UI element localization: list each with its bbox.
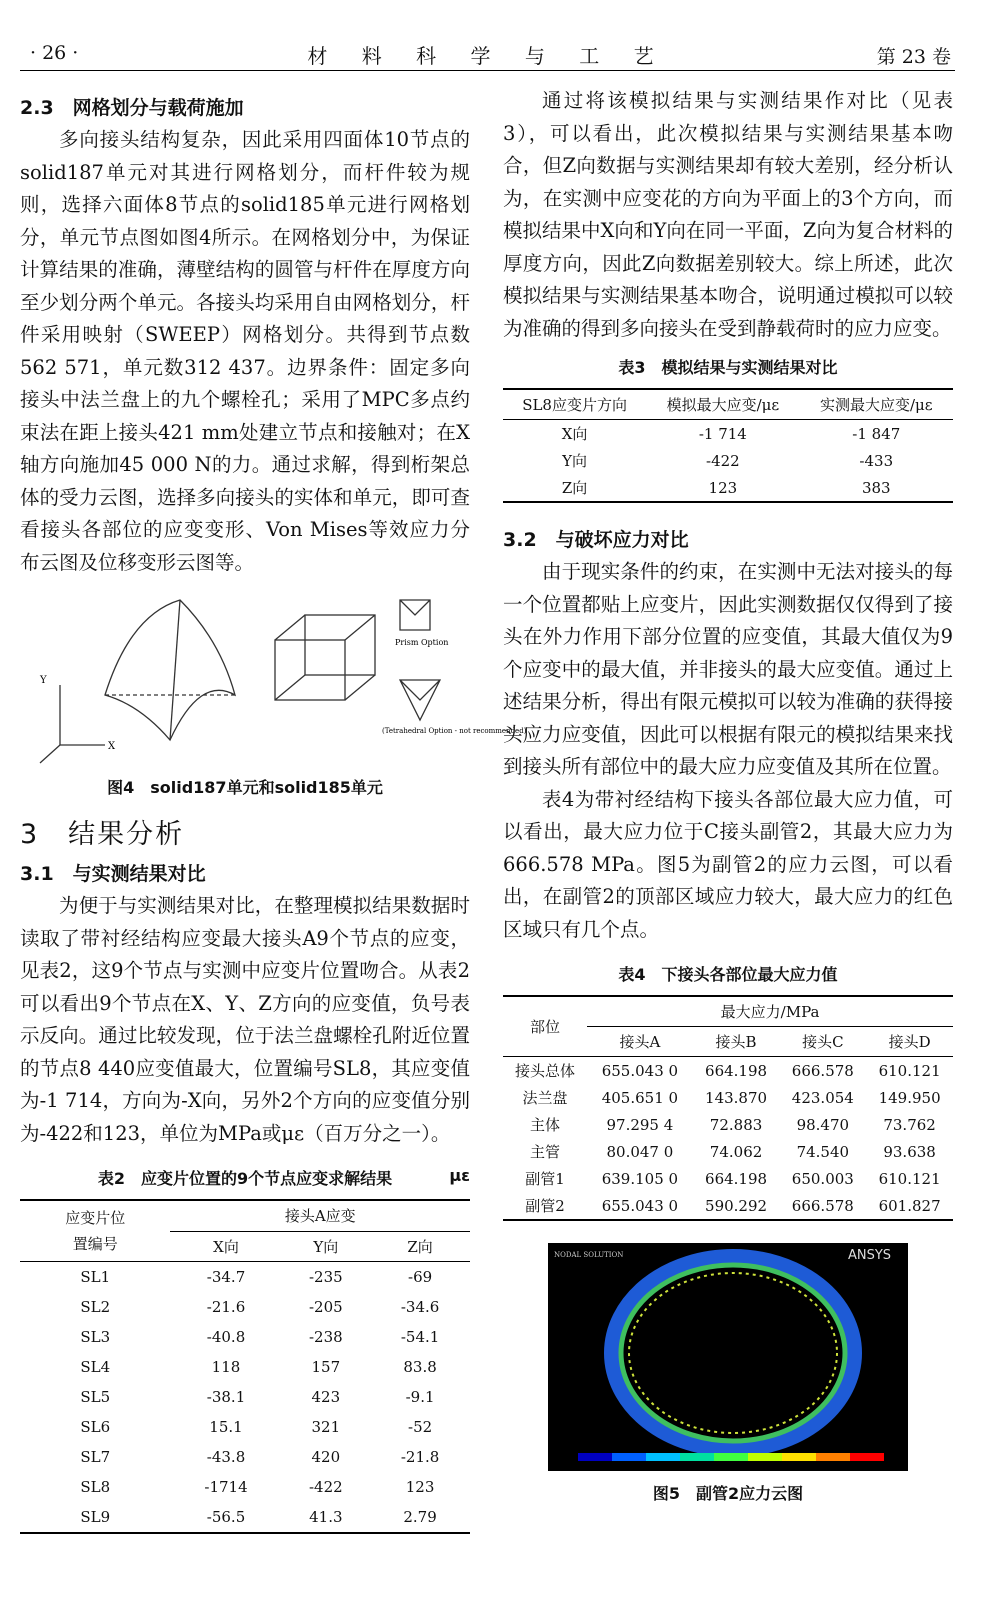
table-3 [503,388,953,503]
th-pos-1: 应变片位 [65,1209,126,1227]
table4-cell: 接头总体 [515,1062,576,1080]
table2-cell: -21.8 [400,1448,440,1466]
table2-cell: 321 [311,1418,341,1436]
section-3-title: 3 结果分析 [20,819,185,850]
table3-cell: X向 [561,425,588,443]
section-3-1-title: 3.1 与实测结果对比 [20,863,206,885]
axis-y: Y [40,675,47,686]
table4-cell: 666.578 [791,1061,854,1080]
table4-cell: 423.054 [791,1088,854,1107]
figure-5-caption: 图5 副管2应力云图 [652,1484,804,1503]
table4-cell: 610.121 [878,1061,941,1080]
table4-cell: 590.292 [705,1196,768,1215]
table2-cell: -422 [308,1478,343,1496]
table2-row [20,1382,470,1412]
table3-cell: -422 [706,451,740,470]
table4-cell: 72.883 [709,1115,763,1134]
table4-cell: 副管1 [525,1170,565,1188]
axis-x: X [108,741,116,752]
running-header [20,36,955,71]
table2-cell: -1714 [204,1478,248,1496]
table4-cell: 601.827 [878,1196,941,1215]
figure-4 [20,585,527,765]
table2-cell: -52 [408,1418,433,1436]
table4-cell: 主管 [530,1143,561,1161]
journal-name: 材 料 科 学 与 工 艺 [307,44,668,68]
table4-cell: 664.198 [705,1061,768,1080]
table3-cell: Z向 [561,479,588,497]
table4-row [503,1192,953,1220]
table2-cell: -56.5 [206,1508,246,1526]
table4-cell: 97.295 4 [606,1115,674,1134]
th4-b: 接头B [693,1027,780,1057]
th-x: X向 [170,1231,281,1262]
table4-cell: 610.121 [878,1169,941,1188]
table2-row [20,1412,470,1442]
th-y: Y向 [282,1231,371,1262]
table2-cell: -34.6 [400,1298,440,1316]
table4-cell: 74.062 [709,1142,763,1161]
table2-cell: 118 [211,1358,241,1376]
table2-row [20,1262,470,1293]
table4-cell: 655.043 0 [601,1196,679,1215]
table-2 [20,1199,470,1534]
table4-row [503,1165,953,1192]
table2-cell: -21.6 [206,1298,246,1316]
table2-cell: -235 [308,1268,343,1286]
table4-row [503,1057,953,1085]
table2-cell: SL7 [80,1448,111,1466]
table2-cell: -34.7 [206,1268,246,1286]
table4-cell: 93.638 [883,1142,936,1161]
table4-cell: 143.870 [705,1088,768,1107]
left-column [20,85,527,1534]
table2-cell: SL5 [80,1388,111,1406]
table2-cell: SL8 [80,1478,111,1496]
table4-cell: 98.470 [796,1115,850,1134]
table2-cell: -54.1 [400,1328,440,1346]
table2-row [20,1442,470,1472]
table2-cell: 41.3 [309,1508,343,1526]
th4-group: 最大应力/MPa [587,996,953,1027]
table2-cell: SL1 [80,1268,111,1286]
table4-cell: 666.578 [791,1196,854,1215]
table2-cell: -38.1 [206,1388,246,1406]
right-column [503,85,953,1514]
section-3-2-paragraph-2: 表4为带衬经结构下接头各部位最大应力值，可以看出，最大应力位于C接头副管2，其最大应力为666.578 MPa。图5为副管2的应力云图，可以看出，在副管2的顶部区域应力较大，最大应力的红色区域只有几个点。 [503,787,953,941]
prism-label: Prism Option [395,638,449,647]
table4-cell: 405.651 0 [601,1088,679,1107]
section-3-2-title: 3.2 与破坏应力对比 [503,529,689,551]
table2-cell: -9.1 [405,1388,435,1406]
table2-cell: 15.1 [209,1418,243,1436]
table-2-caption [20,1166,470,1189]
table2-cell: 420 [311,1448,341,1466]
table2-cell: -69 [408,1268,433,1286]
table3-cell: 123 [708,478,738,497]
table3-row [503,420,953,448]
table4-cell: 法兰盘 [522,1089,568,1107]
tet-label: (Tetrahedral Option - not recommended) [382,727,527,735]
table4-cell: 80.047 0 [606,1142,674,1161]
th3-direction: SL8应变片方向 [503,389,646,420]
table2-cell: 83.8 [403,1358,437,1376]
table2-row [20,1502,470,1533]
figure-5 [548,1243,908,1471]
table3-row [503,474,953,502]
section-2-3-title: 2.3 网格划分与载荷施加 [20,97,244,119]
th3-simulated: 模拟最大应变/με [646,389,799,420]
table4-cell: 副管2 [525,1197,565,1215]
table2-cell: SL2 [80,1298,111,1316]
th-group: 接头A应变 [170,1200,470,1231]
figure-4-caption: 图4 solid187单元和solid185单元 [107,778,383,797]
table2-cell: -43.8 [206,1448,246,1466]
table3-cell: -1 714 [698,424,747,443]
table-3-caption: 表3 模拟结果与实测结果对比 [618,358,838,377]
th4-d: 接头D [866,1027,953,1057]
table3-cell: -433 [859,451,894,470]
th4-c: 接头C [779,1027,866,1057]
th-z: Z向 [370,1231,470,1262]
th-pos-2: 置编号 [72,1235,118,1253]
section-3-2-paragraph-1: 由于现实条件的约束，在实测中无法对接头的每一个位置都贴上应变片，因此实测数据仅仅得到了接头在外力作用下部分位置的应变值，其最大值仅为9个应变中的最大值，并非接头的最大应变值。通过上述结果分析，得出有限元模拟可以较为准确的获得接头应力应变值，因此可以根据有限元的模拟结果来找到接头所有部位中的最大应力应变值及其所在位置。 [503,560,953,778]
table3-cell: 383 [861,478,891,497]
element-diagram [20,585,527,765]
table2-row [20,1352,470,1382]
table2-cell: -205 [308,1298,343,1316]
table-4-caption: 表4 下接头各部位最大应力值 [618,965,838,984]
table4-cell: 655.043 0 [601,1061,679,1080]
table3-cell: -1 847 [852,424,901,443]
table-2-unit: με [449,1166,470,1185]
table4-cell: 主体 [530,1116,561,1134]
table2-cell: 123 [405,1478,435,1496]
table4-cell: 650.003 [791,1169,854,1188]
table2-cell: SL9 [80,1508,111,1526]
table4-cell: 664.198 [705,1169,768,1188]
table4-cell: 73.762 [883,1115,936,1134]
table4-row [503,1111,953,1138]
table2-row [20,1292,470,1322]
table2-cell: -238 [308,1328,343,1346]
nodal-solution-label: NODAL SOLUTION [554,1251,624,1259]
table2-cell: 2.79 [403,1508,437,1526]
table3-row [503,447,953,474]
th3-measured: 实测最大应变/με [800,389,953,420]
table2-cell: SL6 [80,1418,111,1436]
table2-cell: -40.8 [206,1328,246,1346]
ansys-logo: ANSYS [848,1248,892,1263]
table4-cell: 639.105 0 [601,1169,679,1188]
table2-row [20,1322,470,1352]
th4-a: 接头A [587,1027,693,1057]
section-2-3-paragraph: 多向接头结构复杂，因此采用四面体10节点的solid187单元对其进行网格划分，而杆件较为规则，选择六面体8节点的solid185单元进行网格划分，单元节点图如图4所示。在网格划分中，为保证计算结果的准确，薄壁结构的圆管与杆件在厚度方向至少划分两个单元。各接头均采用自由网格划分，杆件采用映射（SWEEP）网格划分。共得到节点数562 571，单元数312 437。边界条件：固定多向接头中法兰盘上的九个螺栓孔；采用了MPC多点约束法在距上接头421 mm处建立节点和接触对；在X轴方向施加45 000 N的力。通过求解，得到桁架总体的受力云图，选择多向接头的实体和单元，即可查看接头各部位的应变变形、Von Mises等效应力分布云图及位移变形云图等。 [20,128,470,574]
th4-part: 部位 [503,996,587,1057]
stress-contour-image [548,1243,908,1471]
section-3-1-paragraph: 为便于与实测结果对比，在整理模拟结果数据时读取了带衬经结构应变最大接头A9个节点的应变，见表2，这9个节点与实测中应变片位置吻合。从表2可以看出9个节点在X、Y、Z方向的应变值，负号表示反向。通过比较发现，位于法兰盘螺栓孔附近位置的节点8 440应变值最大，位置编号SL8，其应变值为-1 714，方向为-X向，另外2个方向的应变值分别为-422和123，单位为MPa或με（百万分之一）。 [20,894,470,1145]
table3-cell: Y向 [562,452,588,470]
table4-cell: 149.950 [878,1088,941,1107]
table-2-caption-text: 表2 应变片位置的9个节点应变求解结果 [97,1169,393,1188]
table2-cell: SL4 [80,1358,111,1376]
table4-row [503,1084,953,1111]
table-4 [503,995,953,1221]
color-legend-bar [578,1453,884,1461]
table2-cell: 423 [311,1388,341,1406]
table4-row [503,1138,953,1165]
table2-cell: 157 [311,1358,341,1376]
volume: 第 23 卷 [876,46,951,68]
table4-cell: 74.540 [796,1142,850,1161]
table2-row [20,1472,470,1502]
table2-cell: SL3 [80,1328,111,1346]
comparison-paragraph: 通过将该模拟结果与实测结果作对比（见表3），可以看出，此次模拟结果与实测结果基本吻合，但Z向数据与实测结果却有较大差别，经分析认为，在实测中应变花的方向为平面上的3个方向，而模拟结果中X向和Y向在同一平面，Z向为复合材料的厚度方向，因此Z向数据差别较大。综上所述，此次模拟结果与实测结果基本吻合，说明通过模拟可以较为准确的得到多向接头在受到静载荷时的应力应变。 [503,89,953,340]
page-number: · 26 · [30,42,79,64]
